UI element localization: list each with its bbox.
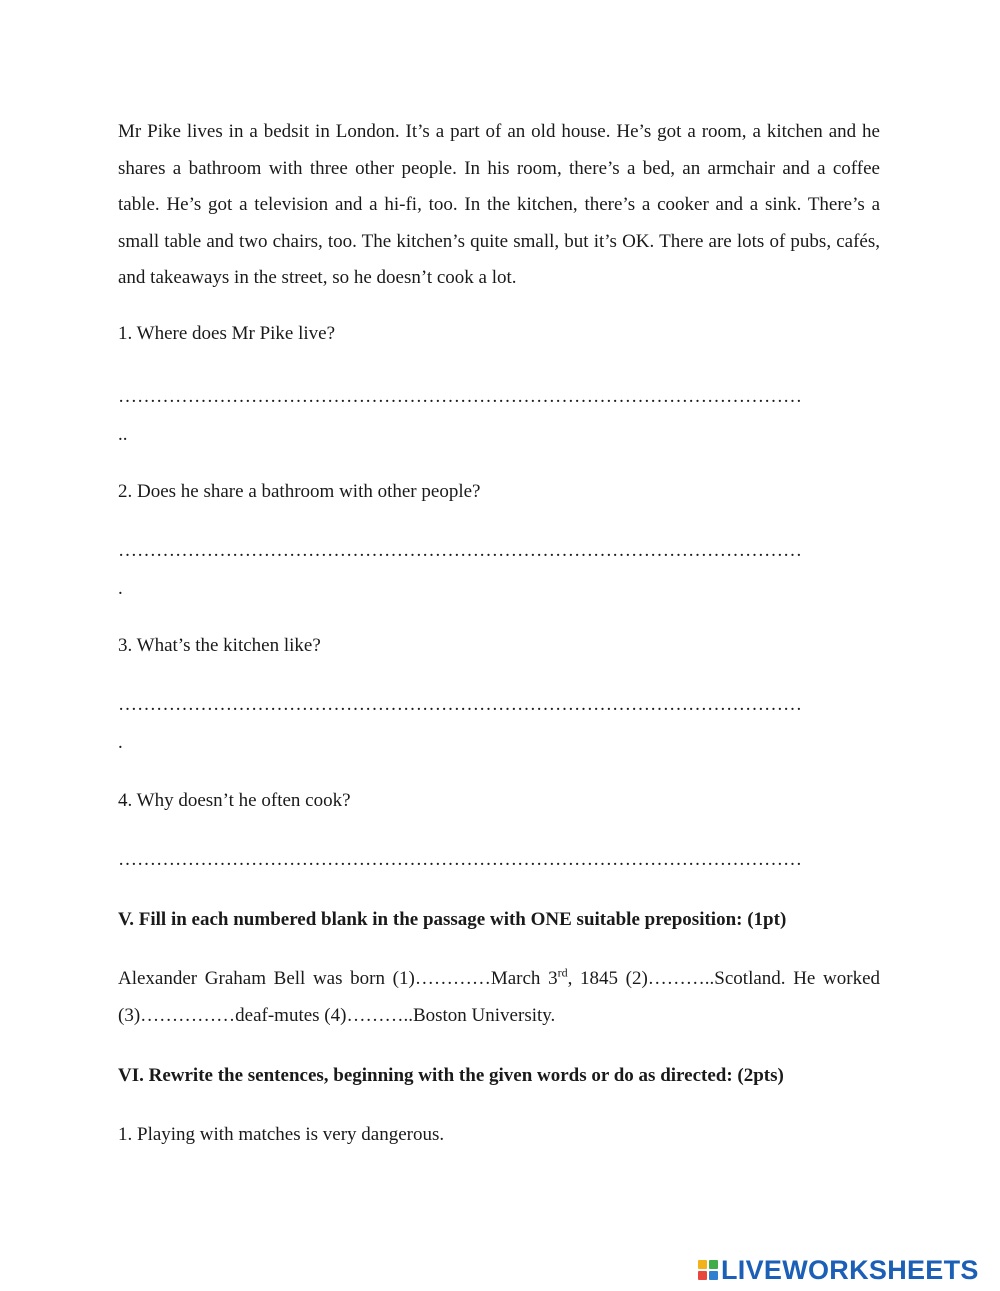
answer-line-3[interactable]: ……………………………………………………………………………………………… xyxy=(118,694,802,715)
question-1: 1. Where does Mr Pike live? xyxy=(118,323,336,344)
answer-line-2[interactable]: ……………………………………………………………………………………………… xyxy=(118,540,802,561)
answer-line-4[interactable]: ……………………………………………………………………………………………… xyxy=(118,849,802,870)
logo-mark-icon xyxy=(698,1260,718,1280)
logo-square-3 xyxy=(698,1271,707,1280)
liveworksheets-logo xyxy=(698,1254,979,1286)
answer-line-1-tail: .. xyxy=(118,424,128,445)
section-v-passage xyxy=(118,961,880,1034)
logo-square-1 xyxy=(698,1260,707,1269)
question-3: 3. What’s the kitchen like? xyxy=(118,635,321,656)
answer-line-3-tail: . xyxy=(118,732,123,753)
answer-line-1[interactable]: ……………………………………………………………………………………………… xyxy=(118,386,802,407)
question-4: 4. Why doesn’t he often cook? xyxy=(118,790,351,811)
section-v-heading: V. Fill in each numbered blank in the passage with ONE suitable preposition: (1pt) xyxy=(118,909,787,930)
section-v-text-part2: , 1845 (2)………..Scotland. He worked (3)……………deaf-mutes (4)………..Boston University. xyxy=(118,968,881,1026)
logo-square-2 xyxy=(709,1260,718,1269)
section-v-superscript: rd xyxy=(557,965,568,980)
answer-line-2-tail: . xyxy=(118,578,123,599)
section-v-text-part1: Alexander Graham Bell was born (1)…………March 3 xyxy=(118,968,558,989)
logo-text: LIVEWORKSHEETS xyxy=(721,1254,979,1285)
question-2: 2. Does he share a bathroom with other people? xyxy=(118,481,481,502)
reading-passage: Mr Pike lives in a bedsit in London. It’s a part of an old house. He’s got a room, a kitchen and he shares a bathroom with three other people. In his room, there’s a bed, an armchair and a coffee table. He’s got a television and a hi-fi, too. In the kitchen, there’s a cooker and a sink. There’s a small table and two chairs, too. The kitchen’s quite small, but it’s OK. There are lots of pubs, cafés, and takeaways in the street, so he doesn’t cook a lot. xyxy=(118,121,880,289)
section-vi-item-1: 1. Playing with matches is very dangerous. xyxy=(118,1124,445,1145)
section-vi-heading: VI. Rewrite the sentences, beginning with the given words or do as directed: (2pts) xyxy=(118,1065,784,1086)
logo-square-4 xyxy=(709,1271,718,1280)
